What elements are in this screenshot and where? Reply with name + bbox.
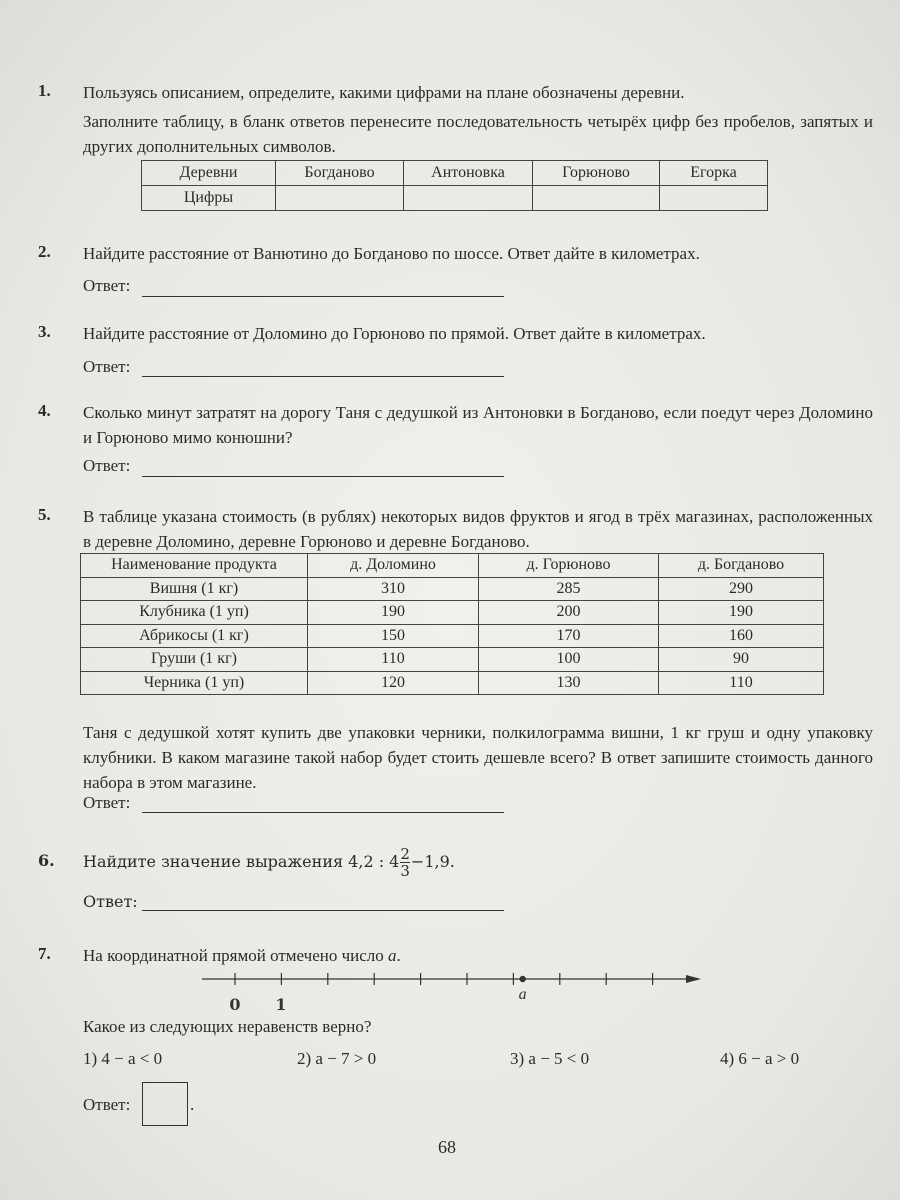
product-name: Абрикосы (1 кг)	[81, 624, 308, 648]
q5-text2: Таня с дедушкой хотят купить две упаковки черники, полкилограмма вишни, 1 кг груш и одну упаковку клубники. В каком магазине такой набор будет стоить дешевле всего? В ответ запишите стоимость данного набора в этом магазине.	[83, 723, 873, 792]
q5-table-header-row	[81, 554, 824, 578]
q3-number: 3.	[38, 322, 51, 341]
price-cell: 290	[659, 577, 824, 601]
q1-text-line1: Пользуясь описанием, определите, какими цифрами на плане обозначены деревни.	[83, 83, 685, 102]
option-2[interactable]	[297, 1049, 376, 1069]
price-cell: 110	[308, 648, 479, 672]
q5-prices-table	[80, 553, 824, 695]
q6-answer-label: Ответ:	[83, 892, 138, 911]
q1-digit-input-cell[interactable]	[533, 186, 660, 211]
q5-text: В таблице указана стоимость (в рублях) некоторых видов фруктов и ягод в трёх магазинах, расположенных в деревне Доломино, деревне Горюново и деревне Богданово.	[83, 507, 873, 551]
q1-table-digits-row	[142, 186, 768, 211]
product-name: Черника (1 уп)	[81, 671, 308, 695]
page-number: 68	[438, 1137, 456, 1157]
option-expression: a − 5 < 0	[528, 1049, 590, 1068]
table-row	[81, 648, 824, 672]
price-cell: 160	[659, 624, 824, 648]
option-expression: a − 7 > 0	[315, 1049, 377, 1068]
table-row	[81, 624, 824, 648]
option-4[interactable]	[720, 1049, 799, 1069]
option-number: 1)	[83, 1049, 98, 1068]
product-name: Груши (1 кг)	[81, 648, 308, 672]
q6-frac-num: 2	[400, 845, 410, 863]
q6-fraction	[400, 846, 410, 879]
q6-expr-before: 4,2 : 4	[348, 852, 400, 871]
q1-text-line2: Заполните таблицу, в бланк ответов перенесите последовательность четырёх цифр без пробелов, запятых и других дополнительных символов.	[83, 112, 873, 156]
option-1[interactable]	[83, 1049, 162, 1069]
q1-table-header-cell: Антоновка	[404, 161, 533, 186]
q6-number: 6.	[38, 851, 55, 870]
product-name: Вишня (1 кг)	[81, 577, 308, 601]
q6-answer-field[interactable]	[142, 910, 504, 911]
option-number: 4)	[720, 1049, 735, 1068]
q1-villages-table	[141, 160, 768, 211]
q3-answer-label: Ответ:	[83, 357, 131, 376]
point-a-label: a	[518, 986, 527, 1003]
q1-table-header-cell: Егорка	[660, 161, 768, 186]
q1-digit-input-cell[interactable]	[404, 186, 533, 211]
q7-number: 7.	[38, 944, 51, 963]
price-cell: 170	[479, 624, 659, 648]
number-line-arrow-icon	[686, 975, 701, 983]
q1-digit-input-cell[interactable]	[660, 186, 768, 211]
q4-text: Сколько минут затратят на дорогу Таня с дедушкой из Антоновки в Богданово, если поедут через Доломино и Горюново мимо конюшни?	[83, 403, 873, 447]
q4-answer-label: Ответ:	[83, 456, 131, 475]
price-cell: 120	[308, 671, 479, 695]
q1-table-header-cell: Горюново	[533, 161, 660, 186]
price-cell: 190	[659, 601, 824, 625]
q5-table-header-cell: д. Горюново	[479, 554, 659, 578]
number-line	[195, 965, 715, 1015]
q5-table-header-cell: д. Богданово	[659, 554, 824, 578]
q7-answer-label: Ответ:	[83, 1095, 131, 1114]
q1-number: 1.	[38, 81, 51, 100]
q3-text: Найдите расстояние от Доломино до Горюново по прямой. Ответ дайте в километрах.	[83, 324, 706, 343]
q3-answer-field[interactable]	[142, 376, 504, 377]
option-expression: 4 − a < 0	[101, 1049, 163, 1068]
point-a-marker	[519, 976, 525, 982]
price-cell: 130	[479, 671, 659, 695]
q5-number: 5.	[38, 505, 51, 524]
option-expression: 6 − a > 0	[738, 1049, 800, 1068]
q6-expression-line	[83, 846, 455, 879]
price-cell: 310	[308, 577, 479, 601]
q7-text: На координатной прямой отмечено число	[83, 946, 384, 965]
q1-table-header-cell: Деревни	[142, 161, 276, 186]
table-row	[81, 671, 824, 695]
q7-answer-suffix: .	[190, 1095, 195, 1114]
q6-expr-after: −1,9.	[410, 852, 455, 871]
q5-answer-label: Ответ:	[83, 793, 131, 812]
product-name: Клубника (1 уп)	[81, 601, 308, 625]
price-cell: 150	[308, 624, 479, 648]
q6-text: Найдите значение выражения	[83, 852, 344, 871]
tick-label-0: 0	[229, 995, 241, 1014]
q6-frac-den: 3	[400, 862, 410, 880]
price-cell: 190	[308, 601, 479, 625]
q5-table-header-cell: д. Доломино	[308, 554, 479, 578]
q7-variable: a	[388, 946, 397, 965]
q1-table-header-row	[142, 161, 768, 186]
q1-table-header-cell: Богданово	[276, 161, 404, 186]
price-cell: 100	[479, 648, 659, 672]
q2-answer-label: Ответ:	[83, 276, 131, 295]
q4-number: 4.	[38, 401, 51, 420]
price-cell: 285	[479, 577, 659, 601]
tick-label-1: 1	[275, 995, 287, 1014]
q7-answer-box[interactable]	[142, 1082, 188, 1126]
q2-text: Найдите расстояние от Ванютино до Богданово по шоссе. Ответ дайте в километрах.	[83, 244, 700, 263]
q2-number: 2.	[38, 242, 51, 261]
option-3[interactable]	[510, 1049, 589, 1069]
q2-answer-field[interactable]	[142, 296, 504, 297]
option-number: 3)	[510, 1049, 525, 1068]
q7-text-line: На координатной прямой отмечено число a.	[83, 946, 401, 965]
q7-question: Какое из следующих неравенств верно?	[83, 1017, 372, 1036]
q1-digit-input-cell[interactable]	[276, 186, 404, 211]
q5-table-header-cell: Наименование продукта	[81, 554, 308, 578]
q5-answer-field[interactable]	[142, 812, 504, 813]
price-cell: 200	[479, 601, 659, 625]
q4-answer-field[interactable]	[142, 476, 504, 477]
table-row	[81, 577, 824, 601]
price-cell: 90	[659, 648, 824, 672]
price-cell: 110	[659, 671, 824, 695]
q1-table-row-label: Цифры	[142, 186, 276, 211]
option-number: 2)	[297, 1049, 312, 1068]
table-row	[81, 601, 824, 625]
